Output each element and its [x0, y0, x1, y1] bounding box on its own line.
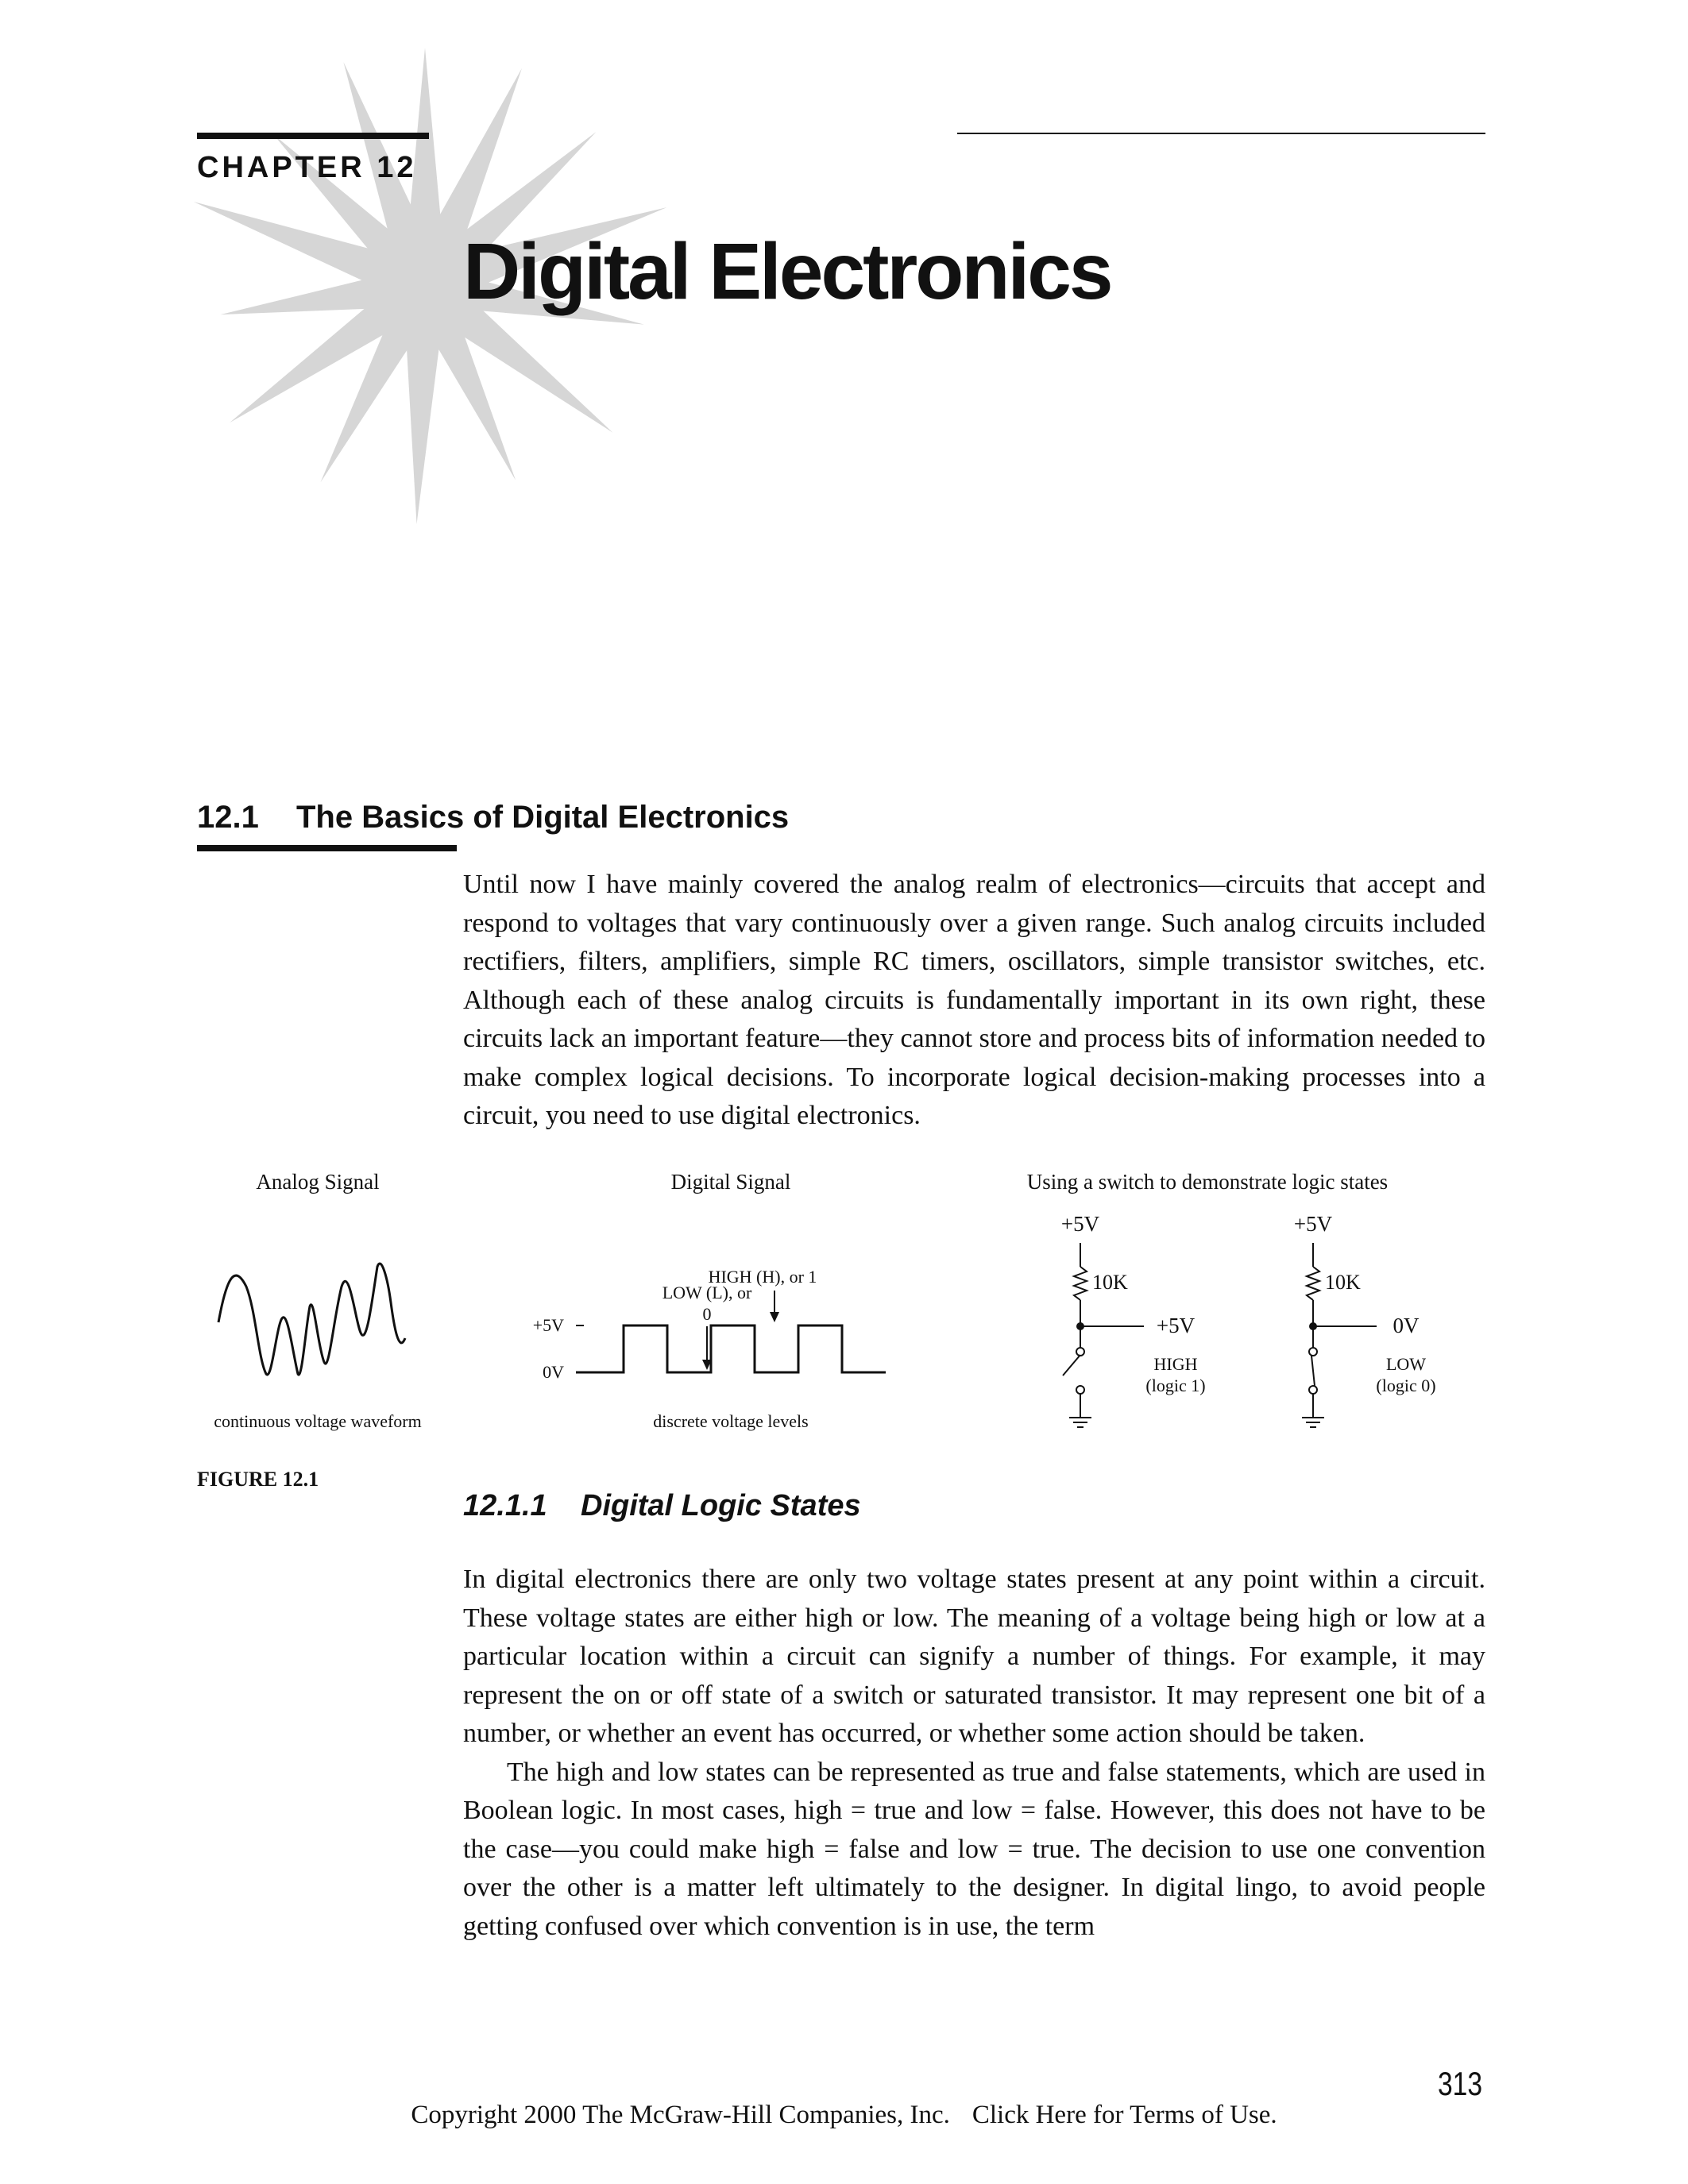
left-state-label: HIGH [1153, 1354, 1198, 1374]
left-output-label: +5V [1156, 1314, 1196, 1337]
left-logic-label: (logic 1) [1145, 1376, 1206, 1395]
chapter-title: Digital Electronics [463, 227, 1111, 316]
copyright-text: Copyright 2000 The McGraw-Hill Companies, Inc. [411, 2101, 950, 2129]
left-resistor-label: 10K [1092, 1271, 1128, 1294]
analog-waveform [218, 1264, 405, 1375]
digital-title: Digital Signal [670, 1170, 791, 1194]
digital-level-high: +5V [532, 1315, 564, 1335]
subsection-paragraph-1: In digital electronics there are only two voltage states present at any point within a circuit. These voltage states are either high or low. The meaning of a voltage being high or low at a particular location within a circuit can signify a number of things. For example, it may represent the on or off state of a switch or saturated transistor. It may represent one bit of a number, or whether an event has occurred, or whether some action should be taken. [463, 1565, 1485, 1748]
intro-paragraph: Until now I have mainly covered the analog realm of electronics—circuits that accept and respond to voltages that vary continuously over a given range. Such analog circuits included rectifiers, filters, amplifiers, simple RC timers, oscillators, simple transistor switches, etc. Although each of these analog circuits is fundamentally important in its own right, these circuits lack an important feature—they cannot store and process bits of information needed to make complex logical decisions. To incorporate logical decision-making processes into a circuit, you need to use digital electronics. [463, 870, 1485, 1130]
digital-level-low: 0V [543, 1362, 564, 1382]
right-supply-label: +5V [1293, 1212, 1333, 1236]
section-number: 12.1 [197, 800, 259, 835]
chapter-label: CHAPTER 12 [197, 151, 417, 184]
annot-low-line1: LOW (L), or [662, 1283, 752, 1302]
right-output-label: 0V [1393, 1314, 1420, 1337]
section-heading [197, 800, 789, 835]
left-switch-lever [1063, 1355, 1080, 1376]
section-rule [197, 845, 457, 851]
digital-square-wave [576, 1325, 886, 1372]
subsection-number: 12.1.1 [463, 1489, 547, 1522]
subsection-paragraph-2: The high and low states can be represented as true and false statements, which are used in Boolean logic. In most cases, high = true and low = false. However, this does not have to be the case—you could make high = false and low = true. The decision to use one convention over the other is a matter left ultimately to the designer. In digital lingo, to avoid people getting confused over which convention is in use, the term [463, 1757, 1485, 1941]
switch-demo-title: Using a switch to demonstrate logic states [1026, 1170, 1389, 1194]
subsection-body [463, 1561, 1485, 1946]
right-resistor-label: 10K [1325, 1271, 1361, 1294]
footer [0, 2101, 1688, 2130]
right-resistor [1307, 1267, 1319, 1300]
left-resistor [1074, 1267, 1087, 1300]
page-number: 313 [1438, 2065, 1483, 2102]
analog-caption: continuous voltage waveform [214, 1411, 422, 1431]
annot-low-line2: 0 [702, 1304, 712, 1324]
section-title: The Basics of Digital Electronics [296, 800, 790, 835]
right-switch-lever [1311, 1356, 1315, 1386]
chapter-rule [197, 133, 429, 139]
figure-12-1 [183, 1167, 1493, 1461]
right-logic-label: (logic 0) [1376, 1376, 1436, 1395]
switch-circuit-high [1061, 1212, 1206, 1427]
subsection-heading [463, 1489, 861, 1523]
figure-label: FIGURE 12.1 [197, 1468, 319, 1491]
digital-caption: discrete voltage levels [653, 1411, 809, 1431]
annot-high-arrowhead [770, 1312, 779, 1322]
terms-link[interactable]: Click Here for Terms of Use. [971, 2101, 1277, 2129]
intro-paragraph-block [463, 866, 1485, 1136]
analog-title: Analog Signal [256, 1170, 380, 1194]
header-rule [957, 133, 1485, 134]
subsection-title: Digital Logic States [581, 1489, 861, 1522]
annot-high: HIGH (H), or 1 [708, 1267, 817, 1287]
right-state-label: LOW [1385, 1354, 1427, 1374]
left-supply-label: +5V [1060, 1212, 1100, 1236]
switch-circuit-low [1294, 1212, 1436, 1427]
